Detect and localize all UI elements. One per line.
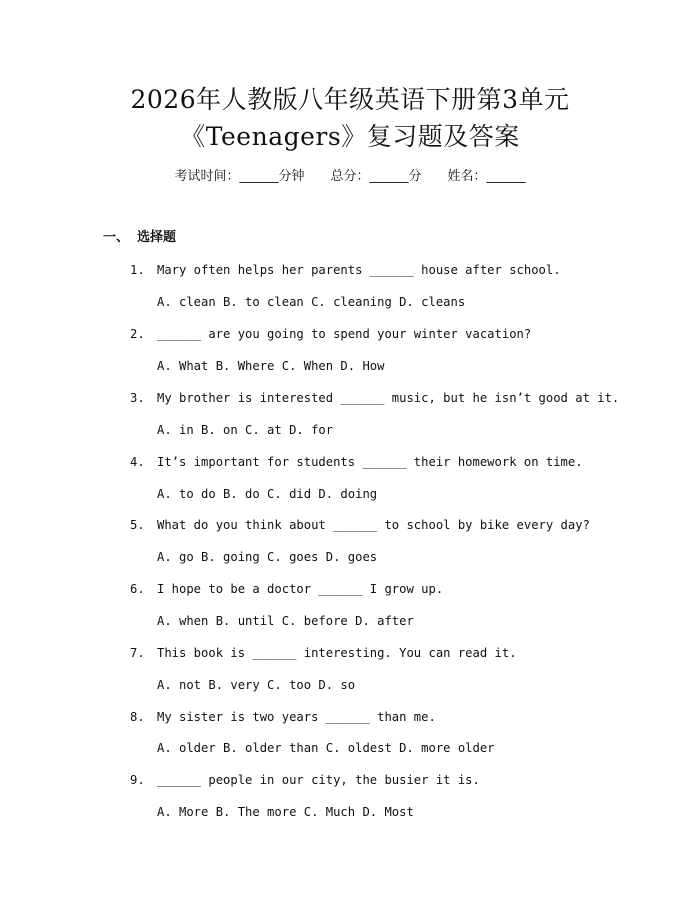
- document-title-line2: 《Teenagers》复习题及答案: [180, 122, 520, 151]
- exam-student-name: 姓名：______: [447, 169, 526, 184]
- question: [130, 390, 619, 406]
- question: [130, 581, 443, 597]
- question-options: A. when B. until C. before D. after: [157, 614, 414, 628]
- section-heading: [103, 229, 176, 247]
- question-number: 9.: [130, 773, 145, 787]
- question: [130, 772, 480, 788]
- question-text: My brother is interested ______ music, but he isn’t good at it.: [157, 391, 620, 405]
- question-number: 5.: [130, 518, 145, 532]
- question-options: A. clean B. to clean C. cleaning D. cleans: [157, 295, 466, 309]
- question-number: 8.: [130, 710, 145, 724]
- question-options: A. in B. on C. at D. for: [157, 423, 334, 437]
- exam-time: 考试时间：______分钟: [174, 169, 305, 184]
- question-text: This book is ______ interesting. You can read it.: [157, 646, 517, 660]
- question: [130, 645, 517, 661]
- question-text: ______ are you going to spend your winter vacation?: [157, 327, 532, 341]
- question-text: Mary often helps her parents ______ house after school.: [157, 263, 561, 277]
- question-text: What do you think about ______ to school by bike every day?: [157, 518, 590, 532]
- question-text: I hope to be a doctor ______ I grow up.: [157, 582, 444, 596]
- question-number: 2.: [130, 327, 145, 341]
- exam-info: [0, 168, 700, 186]
- question-options: A. More B. The more C. Much D. Most: [157, 805, 414, 819]
- question: [130, 517, 590, 533]
- question-options: A. not B. very C. too D. so: [157, 678, 356, 692]
- question: [130, 262, 561, 278]
- question-options: A. older B. older than C. oldest D. more older: [157, 741, 495, 755]
- question-text: It’s important for students ______ their homework on time.: [157, 455, 583, 469]
- question-options: A. What B. Where C. When D. How: [157, 359, 385, 373]
- question-number: 7.: [130, 646, 145, 660]
- question: [130, 709, 436, 725]
- section-number: 一、: [103, 230, 130, 245]
- question: [130, 454, 583, 470]
- question-number: 6.: [130, 582, 145, 596]
- question-number: 3.: [130, 391, 145, 405]
- document-title-line1: 2026年人教版八年级英语下册第3单元: [130, 85, 570, 114]
- question-number: 4.: [130, 455, 145, 469]
- question-text: My sister is two years ______ than me.: [157, 710, 436, 724]
- section-title: 选择题: [137, 230, 177, 245]
- question-number: 1.: [130, 263, 145, 277]
- exam-total-score: 总分：______分: [330, 169, 422, 184]
- question: [130, 326, 531, 342]
- question-text: ______ people in our city, the busier it is.: [157, 773, 480, 787]
- question-options: A. go B. going C. goes D. goes: [157, 550, 378, 564]
- question-options: A. to do B. do C. did D. doing: [157, 487, 378, 501]
